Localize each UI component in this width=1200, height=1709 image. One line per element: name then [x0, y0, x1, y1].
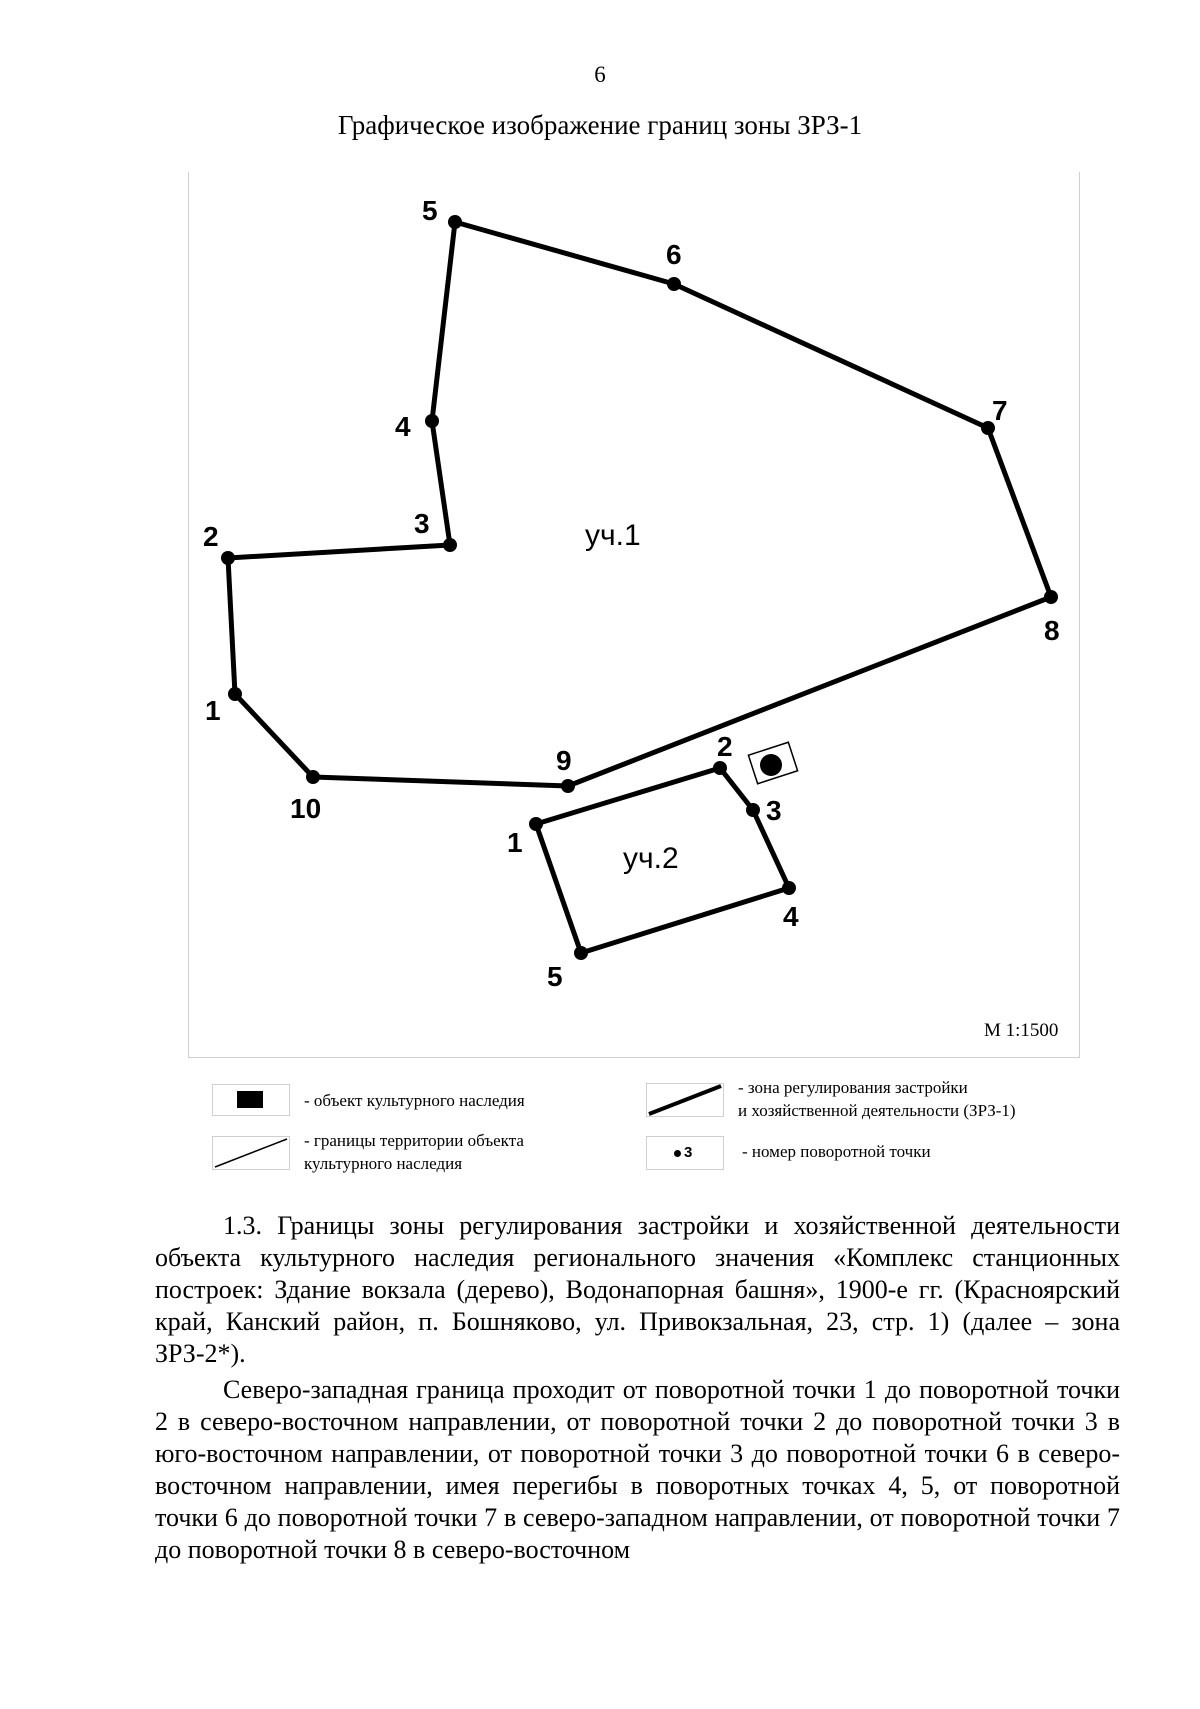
legend-territory-swatch	[212, 1136, 290, 1170]
area1-point-4	[425, 414, 439, 428]
page-title: Графическое изображение границ зоны ЗРЗ-1	[337, 110, 863, 140]
area1-label-9: 9	[556, 745, 572, 776]
area1-boundary	[228, 222, 1051, 786]
legend-zone-swatch	[646, 1083, 724, 1117]
area2-point-5	[574, 946, 588, 960]
legend-heritage-text: - объект культурного наследия	[304, 1091, 525, 1110]
legend-point-text: - номер поворотной точки	[742, 1142, 931, 1161]
area1-label-2: 2	[203, 521, 219, 552]
area2-label-2: 2	[717, 731, 733, 762]
area1-point-10	[306, 770, 320, 784]
area2-point-2	[713, 761, 727, 775]
area2-point-3	[746, 803, 760, 817]
area1-label-10: 10	[290, 793, 322, 824]
area1-label-3: 3	[414, 508, 430, 539]
area2-label-5: 5	[547, 961, 563, 992]
area1-label-6: 6	[666, 239, 682, 270]
legend-point-swatch: 3	[646, 1136, 724, 1170]
area1-name: уч.1	[585, 519, 641, 552]
area2-label-3: 3	[766, 795, 782, 826]
area1-label-5: 5	[422, 195, 438, 226]
area2-name: уч.2	[623, 842, 679, 875]
area2-label-4: 4	[783, 901, 799, 932]
area1-point-6	[667, 277, 681, 291]
legend-territory-text: - границы территории объекта культурного наследия	[304, 1131, 524, 1173]
area1-point-2	[221, 551, 235, 565]
legend-heritage-swatch	[212, 1084, 290, 1116]
area1-label-7: 7	[992, 395, 1008, 426]
paragraph-northwest-boundary: Северо-западная граница проходит от поворотной точки 1 до поворотной точки 2 в северо-восточном направлении, от поворотной точки 2 до поворотной точки 3 в юго-восточном направлении, от поворотной точки 3 до поворотной точки 6 в северо-восточном направлении, имея перегибы в поворотных точках 4, 5, от поворотной точки 6 до поворотной точки 7 в северо-западном направлении, от поворотной точки 7 до поворотной точки 8 в северо-восточном	[155, 1375, 1120, 1564]
map-scale: М 1:1500	[984, 1020, 1059, 1041]
legend-zone-text: - зона регулирования застройки и хозяйственной деятельности (ЗРЗ-1)	[738, 1078, 1016, 1120]
heritage-object-symbol	[748, 742, 797, 784]
area1-label-4: 4	[395, 411, 411, 442]
body-text	[155, 1210, 1120, 1566]
area1-label-8: 8	[1044, 615, 1060, 646]
area1-point-1	[228, 687, 242, 701]
area2-point-4	[782, 881, 796, 895]
area1-point-5	[448, 215, 462, 229]
area1-point-3	[443, 538, 457, 552]
area1-vertices	[221, 215, 1058, 793]
paragraph-1-3: 1.3. Границы зоны регулирования застройки и хозяйственной деятельности объекта культурного наследия регионального значения «Комплекс станционных построек: Здание вокзала (дерево), Водонапорная башня», 1900-е гг. (Красноярский край, Канский район, п. Бошняково, ул. Привокзальная, 23, стр. 1) (далее – зона ЗРЗ-2*).	[155, 1211, 1120, 1368]
area1-point-8	[1044, 590, 1058, 604]
area2-label-1: 1	[507, 827, 523, 858]
area2-point-1	[529, 817, 543, 831]
area1-label-1: 1	[205, 695, 221, 726]
area1-point-9	[561, 779, 575, 793]
page-number: 6	[594, 62, 606, 87]
